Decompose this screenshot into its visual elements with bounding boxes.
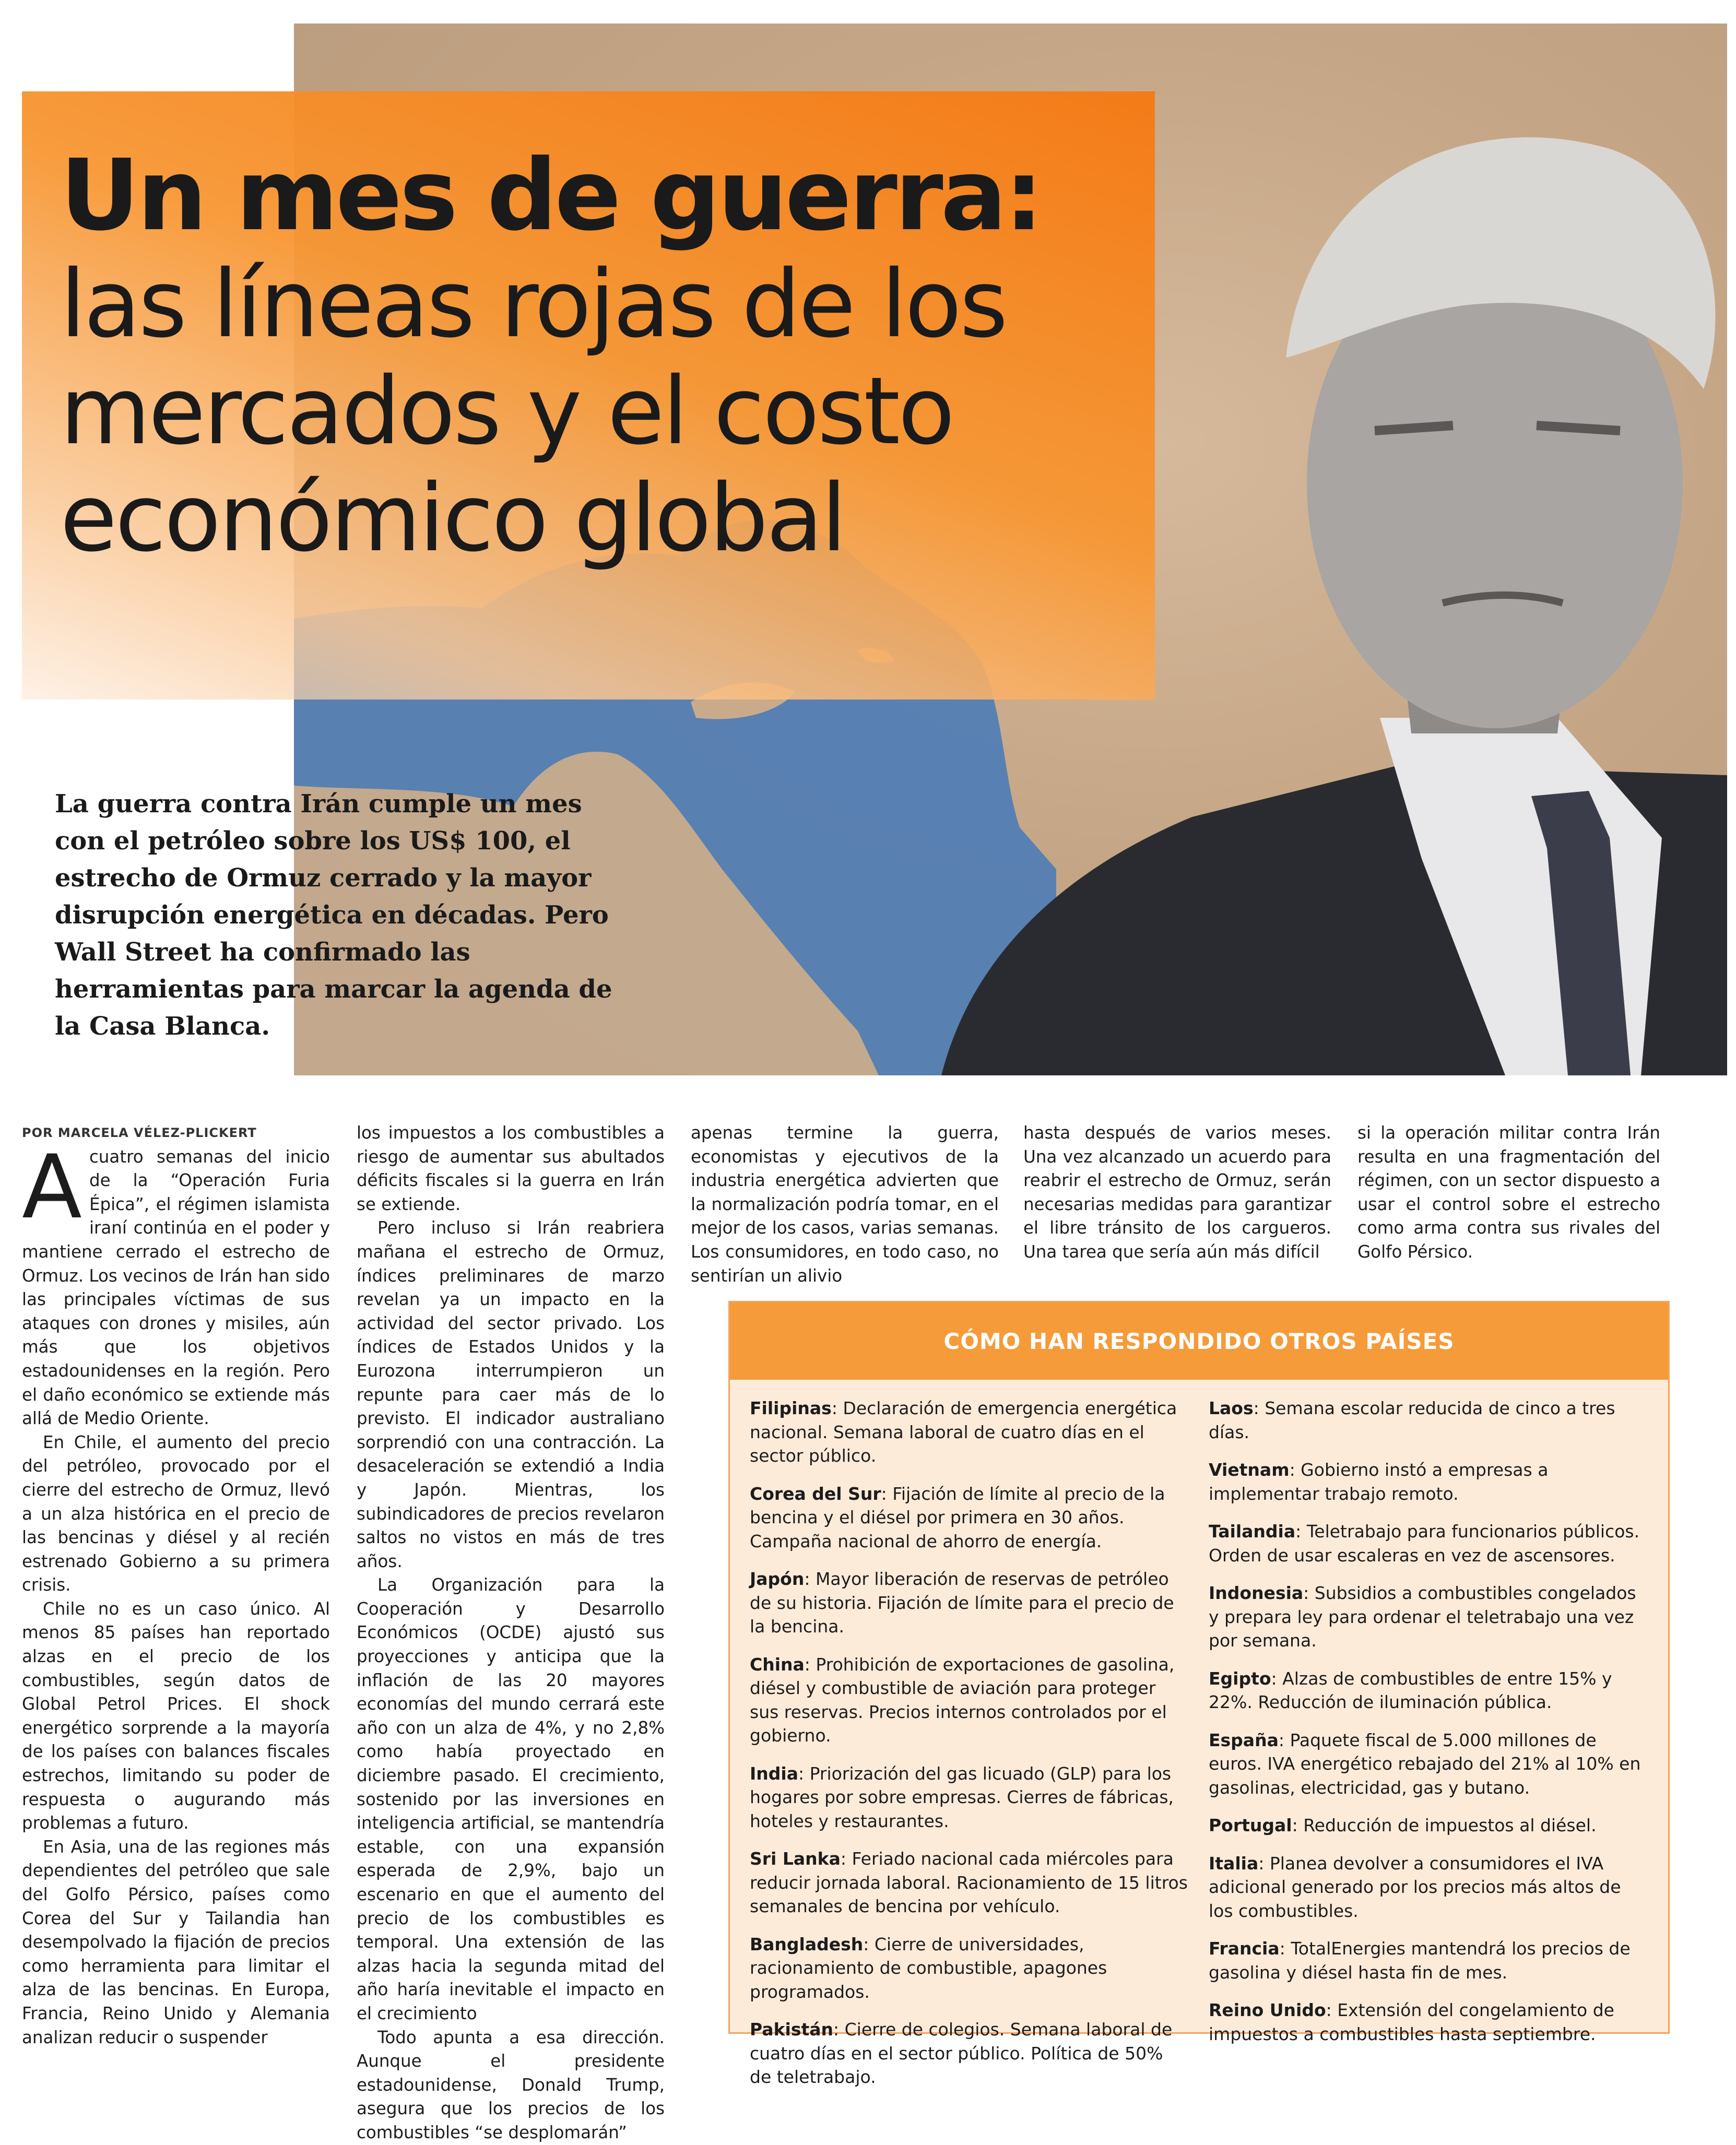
- article-column-3: [691, 1121, 999, 1288]
- sidebar-entry-text: : Reducción de impuestos al diésel.: [1292, 1815, 1597, 1835]
- sidebar-entry: [750, 1482, 1188, 1554]
- sidebar-entry-country: Bangladesh: [750, 1934, 864, 1954]
- sidebar-entry-text: : Cierre de colegios. Semana laboral de cuatro días en el sector público. Política de 50% de teletrabajo.: [750, 2019, 1173, 2087]
- sidebar-entry-text: : Priorización del gas licuado (GLP) para los hogares por sobre empresas. Cierres de fábricas, hoteles y restaurantes.: [750, 1763, 1174, 1831]
- lede: La guerra contra Irán cumple un mes con el petróleo sobre los US$ 100, el estrecho de Ormuz cerrado y la mayor disrupción energética en décadas. Pero Wall Street ha confirmado las herramientas para marcar la agenda de la Casa Blanca.: [55, 789, 612, 1041]
- article-paragraph: En Chile, el aumento del precio del petróleo, provocado por el cierre del estrecho de Ormuz, llevó a un alza histórica en el precio de las bencinas y diésel y al recién estrenado Gobierno a su primera crisis.: [22, 1432, 330, 1595]
- sidebar-column-right: [1209, 1396, 1648, 2060]
- sidebar-entry-country: Japón: [750, 1569, 805, 1589]
- article-paragraph: Chile no es un caso único. Al menos 85 países han reportado alzas en el precio de los combustibles, según datos de Global Petrol Prices. El shock energético sorprende a la mayoría de los países con balances fiscales estrechos, limitando su poder de respuesta o augurando más problemas a futuro.: [22, 1598, 330, 1833]
- article-paragraph: Pero incluso si Irán reabriera mañana el estrecho de Ormuz, índices preliminares de marzo revelan ya un impacto en la actividad del sector privado. Los índices de Estados Unidos y la Eurozona interrumpieron un repunte para caer más de lo previsto. El indicador australiano sorprendió con una contracción. La desaceleración se extendió a India y Japón. Mientras, los subindicadores de precios revelaron saltos no vistos en más de tres años.: [357, 1218, 665, 1571]
- sidebar-entry-text: : Fijación de límite al precio de la bencina y el diésel por primera en 30 años. Campaña nacional de ahorro de energía.: [750, 1483, 1165, 1551]
- article-column-1: [22, 1121, 330, 2049]
- sidebar-entry-text: : Paquete fiscal de 5.000 millones de euros. IVA energético rebajado del 21% al 10% en gasolinas, electricidad, gas y butano.: [1209, 1729, 1641, 1798]
- sidebar-entry-text: : Planea devolver a consumidores el IVA adicional generado por los precios más altos de los combustibles.: [1209, 1853, 1621, 1921]
- sidebar-entry-text: : Cierre de universidades, racionamiento de combustible, apagones programados.: [750, 1934, 1107, 2002]
- sidebar-entry-text: : Subsidios a combustibles congelados y prepara ley para ordenar el teletrabajo una vez por semana.: [1209, 1583, 1636, 1651]
- sidebar-entry-text: : Mayor liberación de reservas de petróleo de su historia. Fijación de límite para el precio de la bencina.: [750, 1569, 1174, 1637]
- article-paragraph: Todo apunta a esa dirección. Aunque el presidente estadounidense, Donald Trump, asegura que los precios de los combustibles “se desplomarán”: [357, 2027, 665, 2142]
- sidebar-entry: [1209, 1852, 1648, 1923]
- sidebar-entry: [750, 1847, 1188, 1918]
- article-paragraph: los impuestos a los combustibles a riesgo de aumentar sus abultados déficits fiscales si la guerra en Irán se extiende.: [357, 1123, 665, 1214]
- headline: [60, 138, 1130, 572]
- sidebar-entry-text: : Feriado nacional cada miércoles para reducir jornada laboral. Racionamiento de 15 litros semanales de bencina por vehículo.: [750, 1848, 1188, 1916]
- sidebar-box: [728, 1301, 1670, 2087]
- sidebar-entry-country: Indonesia: [1209, 1583, 1304, 1603]
- sidebar-entry: [1209, 1667, 1648, 1714]
- sidebar-entry-country: Portugal: [1209, 1815, 1292, 1835]
- sidebar-column-left: [750, 1396, 1188, 2103]
- sidebar-entry-text: : Extensión del congelamiento de impuestos a combustibles hasta septiembre.: [1209, 2000, 1614, 2044]
- sidebar-entry-country: Laos: [1209, 1398, 1254, 1418]
- sidebar-entry-text: : TotalEnergies mantendrá los precios de gasolina y diésel hasta fin de mes.: [1209, 1938, 1631, 1983]
- sidebar-entry-country: Italia: [1209, 1853, 1259, 1874]
- sidebar-entry-text: : Teletrabajo para funcionarios públicos. Orden de usar escaleras en vez de ascensores.: [1209, 1521, 1640, 1566]
- sidebar-entry-text: : Gobierno instó a empresas a implementar trabajo remoto.: [1209, 1460, 1549, 1504]
- sidebar-entry-country: Francia: [1209, 1938, 1280, 1959]
- article-paragraph: En Asia, una de las regiones más dependientes del petróleo que sale del Golfo Pérsico, países como Corea del Sur y Tailandia han desempolvado la fijación de precios como herramienta para limitar el alza de las bencinas. En Europa, Francia, Reino Unido y Alemania analizan reducir o suspender: [22, 1836, 330, 2047]
- article-paragraph: apenas termine la guerra, economistas y ejecutivos de la industria energética advierten que la normalización podría tomar, en el mejor de los casos, varias semanas. Los consumidores, en todo caso, no sentirían un alivio: [691, 1123, 999, 1286]
- article-paragraph: si la operación militar contra Irán resulta en una fragmentación del régimen, con un sector dispuesto a usar el control sobre el estrecho como arma contra sus rivales del Golfo Pérsico.: [1357, 1123, 1660, 1262]
- sidebar-entry-text: : Prohibición de exportaciones de gasolina, diésel y combustible de aviación para proteger sus reservas. Precios internos controlados por el gobierno.: [750, 1654, 1175, 1746]
- sidebar-entry-text: : Semana escolar reducida de cinco a tres días.: [1209, 1398, 1615, 1442]
- article-paragraph: La Organización para la Cooperación y Desarrollo Económicos (OCDE) ajustó sus proyecciones y anticipa que la inflación de las 20 mayores economías del mundo cerrará este año con un alza de 4%, y no 2,8% como había proyectado en diciembre pasado. El crecimiento, sostenido por las inversiones en inteligencia artificial, se mantendría estable, con una expansión esperada de 2,9%, bajo un escenario en que el aumento del precio de los combustibles es temporal. Una extensión de las alzas hacia la segunda mitad del año haría inevitable el impacto en el crecimiento: [357, 1575, 665, 2023]
- sidebar-entry: [750, 2018, 1188, 2089]
- sidebar-entry: [750, 1653, 1188, 1748]
- sidebar-entry: [1209, 1396, 1648, 1444]
- sidebar-entry: [1209, 1998, 1648, 2046]
- article-column-2: [357, 1121, 665, 2145]
- article-paragraph: Acuatro semanas del inicio de la “Operación Furia Épica”, el régimen islamista iraní continúa en el poder y mantiene cerrado el estrecho de Ormuz. Los vecinos de Irán han sido las principales víctimas de sus ataques con drones y misiles, aún más que los objetivos estadounidenses en la región. Pero el daño económico se extiende más allá de Medio Oriente.: [22, 1135, 330, 1429]
- article-paragraph: hasta después de varios meses. Una vez alcanzado un acuerdo para reabrir el estrecho de Ormuz, serán necesarias medidas para garantizar el libre tránsito de los cargueros. Una tarea que sería aún más difícil: [1023, 1123, 1331, 1262]
- sidebar-entry-country: Pakistán: [750, 2019, 834, 2040]
- sidebar-entry-country: China: [750, 1654, 805, 1675]
- sidebar-entry: [1209, 1814, 1648, 1838]
- sidebar-entry: [1209, 1458, 1648, 1506]
- sidebar-entry-country: España: [1209, 1729, 1279, 1750]
- sidebar-entry: [750, 1567, 1188, 1639]
- sidebar-entry-country: Egipto: [1209, 1668, 1271, 1689]
- sidebar-entry: [1209, 1937, 1648, 1984]
- sidebar-entry: [750, 1762, 1188, 1833]
- sidebar-entry: [1209, 1520, 1648, 1567]
- article-column-5: [1357, 1121, 1660, 1264]
- sidebar-entry-text: : Declaración de emergencia energética nacional. Semana laboral de cuatro días en el sector público.: [750, 1398, 1177, 1466]
- headline-line-1: Un mes de guerra:: [60, 138, 1041, 253]
- sidebar-entry: [750, 1396, 1188, 1468]
- byline: POR MARCELA VÉLEZ-PLICKERT: [22, 1125, 257, 1140]
- sidebar-title: CÓMO HAN RESPONDIDO OTROS PAÍSES: [730, 1302, 1668, 1380]
- sidebar-entry: [750, 1933, 1188, 2004]
- sidebar-entry-country: Vietnam: [1209, 1460, 1290, 1480]
- sidebar-entry-country: Reino Unido: [1209, 2000, 1326, 2020]
- sidebar-entry-country: Tailandia: [1209, 1521, 1296, 1542]
- drop-cap: A: [22, 1135, 82, 1238]
- sidebar-entry: [1209, 1728, 1648, 1800]
- sidebar-entry-text: : Alzas de combustibles de entre 15% y 22%. Reducción de iluminación pública.: [1209, 1668, 1612, 1712]
- sidebar-entry-country: India: [750, 1763, 798, 1784]
- sidebar-entry: [1209, 1581, 1648, 1653]
- sidebar-entry-country: Filipinas: [750, 1398, 832, 1418]
- sidebar-entry-country: Corea del Sur: [750, 1483, 881, 1504]
- headline-line-2: las líneas rojas de los mercados y el costo económico global: [60, 250, 1006, 572]
- article-column-4: [1023, 1121, 1331, 1264]
- sidebar-entry-country: Sri Lanka: [750, 1848, 841, 1869]
